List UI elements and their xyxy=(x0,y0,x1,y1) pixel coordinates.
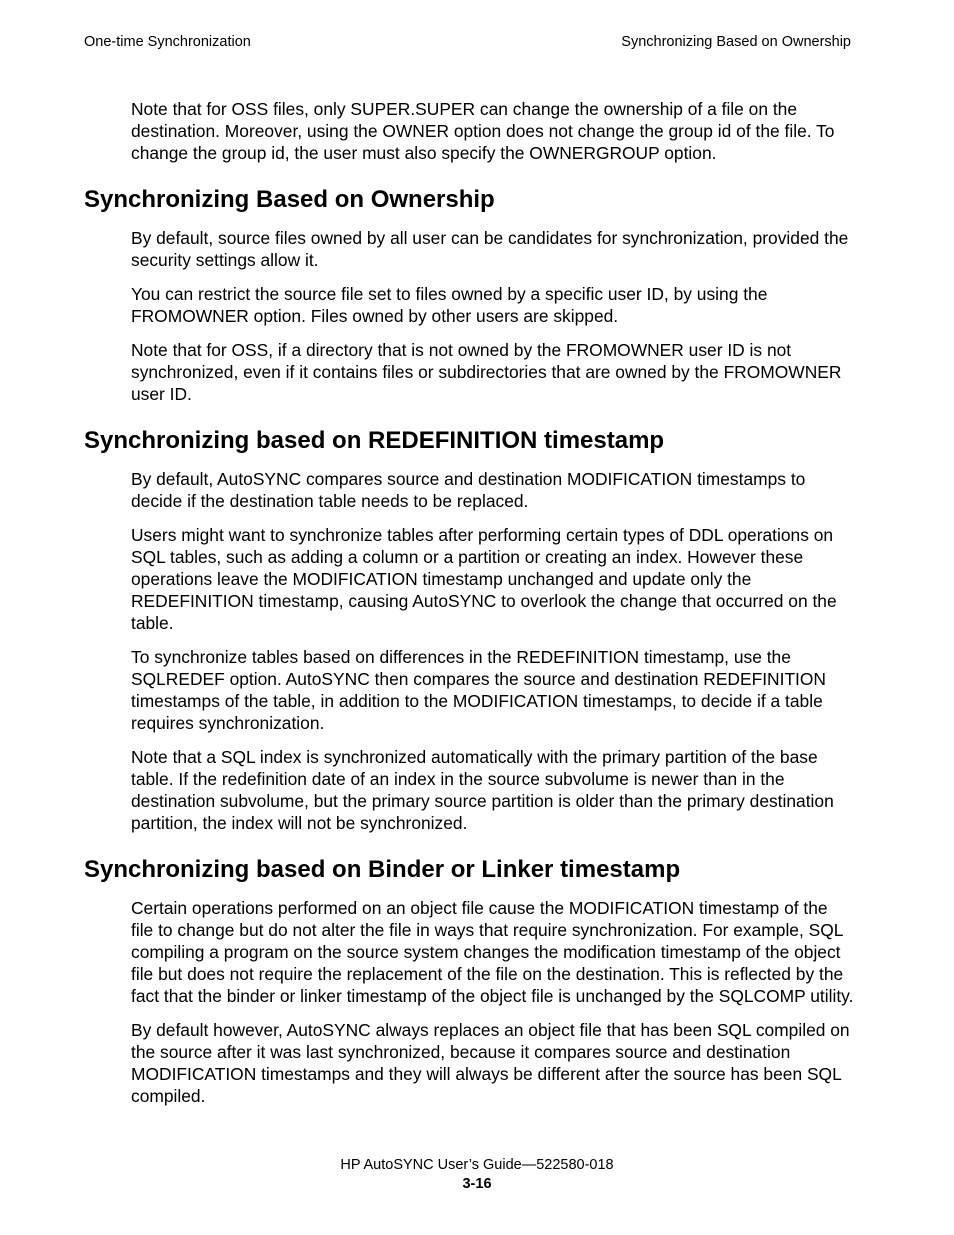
ownership-paragraph-1: By default, source files owned by all user can be candidates for synchronization, provided the security settings allow it. xyxy=(131,228,849,270)
header-chapter-title: One-time Synchronization xyxy=(84,34,251,50)
binder-paragraph-2: By default however, AutoSYNC always replaces an object file that has been SQL compiled on the source after it was last synchronized, because it compares source and destination MODIFICATION timestamps and they will always be different after the source has been SQL compiled. xyxy=(131,1020,850,1106)
redefinition-paragraph-1: By default, AutoSYNC compares source and destination MODIFICATION timestamps to decide if the destination table needs to be replaced. xyxy=(131,469,806,511)
page-body xyxy=(84,98,854,1119)
redefinition-paragraph-4: Note that a SQL index is synchronized automatically with the primary partition of the base table. If the redefinition date of an index in the source subvolume is newer than in the destination subvolume, but the primary source partition is older than the primary destination partition, the index will not be synchronized. xyxy=(131,747,834,833)
ownership-paragraph-2: You can restrict the source file set to files owned by a specific user ID, by using the FROMOWNER option. Files owned by other users are skipped. xyxy=(131,284,768,326)
ownership-paragraph-3: Note that for OSS, if a directory that is not owned by the FROMOWNER user ID is not synchronized, even if it contains files or subdirectories that are owned by the FROMOWNER user ID. xyxy=(131,340,842,404)
binder-paragraph-1: Certain operations performed on an object file cause the MODIFICATION timestamp of the file to change but do not alter the file in ways that require synchronization. For example, SQL compiling a program on the source system changes the modification timestamp of the object file but does not require the replacement of the file on the destination. This is reflected by the fact that the binder or linker timestamp of the object file is unchanged by the SQLCOMP utility. xyxy=(131,898,854,1006)
running-header xyxy=(84,33,851,51)
heading-binder-linker: Synchronizing based on Binder or Linker timestamp xyxy=(84,856,681,883)
page-footer xyxy=(0,1156,954,1194)
redefinition-paragraph-2: Users might want to synchronize tables after performing certain types of DDL operations on SQL tables, such as adding a column or a partition or creating an index. However these operations leave the MODIFICATION timestamp unchanged and update only the REDEFINITION timestamp, causing AutoSYNC to overlook the change that occurred on the table. xyxy=(131,525,837,633)
intro-paragraph: Note that for OSS files, only SUPER.SUPER can change the ownership of a file on the destination. Moreover, using the OWNER option does not change the group id of the file. To change the group id, the user must also specify the OWNERGROUP option. xyxy=(131,99,835,163)
redefinition-paragraph-3: To synchronize tables based on differences in the REDEFINITION timestamp, use the SQLREDEF option. AutoSYNC then compares the source and destination REDEFINITION timestamps of the table, in addition to the MODIFICATION timestamps, to decide if a table requires synchronization. xyxy=(131,647,826,733)
footer-guide-title: HP AutoSYNC User’s Guide—522580-018 xyxy=(340,1157,614,1173)
heading-ownership: Synchronizing Based on Ownership xyxy=(84,186,495,213)
page-number: 3-16 xyxy=(462,1176,492,1192)
heading-redefinition: Synchronizing based on REDEFINITION timestamp xyxy=(84,427,665,454)
header-section-title: Synchronizing Based on Ownership xyxy=(621,34,851,50)
